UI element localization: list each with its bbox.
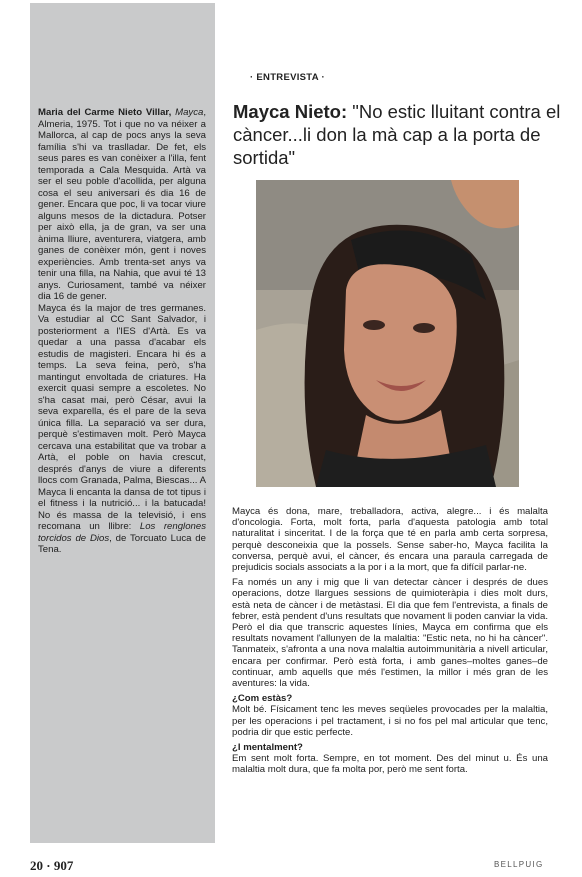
bio-sidebar [38, 107, 206, 556]
article-body [232, 506, 548, 780]
page-number: 20 · 907 [30, 858, 74, 873]
question-1: ¿Com estàs? [232, 693, 293, 705]
bio-text-2: Mayca és la major de tres germanes. Va estudiar al CC Sant Salvador, i posteriorment a l'IES d'Artà. Es va quedar a una passa d'acabar els estudis de magisteri. Encara hi és a temps. La seva feina, però, s'ha mantingut envoltada de criatures. Ha exercit quasi sempre a escoletes. No s'ha casat mai, però César, avui la seva exparella, és el pare de la seva única filla. La separació va ser dura, perquè s'estimaven molt. Però Mayca cercava una estabilitat que va trobar a Artà, el poble on havia crescut, després d'anys de viure a diferents llocs com Granada, Palma, Biescas... A Mayca li encanta la dansa de tot tipus i el fitness i la nutrició... i la batucada! No és massa de la televisió, i ens recomana un llibre: [38, 302, 206, 532]
bio-text-1: , Almeria, 1975. Tot i que no va néixer a Mallorca, al cap de pocs anys la seva família s'hi va traslladar. De fet, els seus pares es van conèixer a l'illa, fent temporada a Cala Mesquida. Artà va ser el seu poble d'acollida, per alguna cosa el seu aniversari és dia 16 de gener. Encara que poc, li va tocar viure alguns mesos de la dictadura. Potser per això ella, ja de gran, va ser una ànima lliure, aventurera, viatgera, amb ganes de conèixer món, gent i noves experiències. Amb trenta-set anys va tenir una filla, na Nahia, que avui té 13 anys. Curiosament, també va néixer dia 16 de gener. [38, 107, 207, 302]
question-2: ¿I mentalment? [232, 742, 303, 754]
bio-paragraph-2 [38, 303, 206, 556]
intro-paragraph: Mayca és dona, mare, treballadora, activa, alegre... i és malalta d'oncologia. Forta, molt forta, parla d'aquesta patologia amb total naturalitat i sinceritat. I de la força que té en parla amb certa sorpresa, perquè desconeixia que la possels. Sense saber-ho, Mayca facilita la conversa, perquè avui, el càncer, és encara una paraula carregada de prejudicis socials associats a la por i a la mort, que fa difícil parlar-ne. [232, 506, 548, 574]
magazine-name: BELLPUIG [494, 860, 544, 869]
portrait-illustration [256, 180, 519, 487]
body-paragraph-2: Fa només un any i mig que li van detectar càncer i després de dues operacions, dotze llargues sessions de quimioteràpia i dies molt durs, està neta de càncer i de metàstasi. El dia que fem l'entrevista, a finals de febrer, està pendent d'uns resultats que novament li poden canviar la vida. Però el dia que transcric aquestes línies, Mayca em confirma que els resultats novament l'allunyen de la malaltia: "Estic neta, no hi ha càncer". Tanmateix, s'afronta a una nova malaltia autoimmunitària a nivell articular, encara per confirmar. Però està forta, i amb ganes–moltes ganes–de continuar, amb aquells que més l'estimen, la millor i més gran de les aventures: la vida. [232, 577, 548, 690]
headline-quote: "No estic lluitant contra el càncer...li don la mà cap a la porta de sortida" [233, 101, 561, 168]
answer-2: Em sent molt forta. Sempre, en tot moment. Des del minut u. És una malaltia molt dura, que fa molta por, però me sent forta. [232, 753, 548, 776]
bio-paragraph-1 [38, 107, 206, 303]
portrait-photo [256, 180, 519, 487]
bio-book-title: Los renglones torcidos de Dios [38, 521, 206, 544]
bio-alias: Mayca [175, 107, 204, 118]
bio-text-3: , de Torcuato Luca de Tena. [38, 532, 206, 555]
headline [233, 100, 563, 169]
section-kicker: · ENTREVISTA · [250, 72, 325, 83]
headline-name: Mayca Nieto: [233, 101, 348, 122]
bio-name: Maria del Carme Nieto Villar, [38, 107, 172, 118]
answer-1: Molt bé. Físicament tenc les meves seqüeles provocades per la malaltia, per les operacions i pel tractament, i si no fos pel mal articular que tenc, podria dir que estic perfecte. [232, 704, 548, 738]
